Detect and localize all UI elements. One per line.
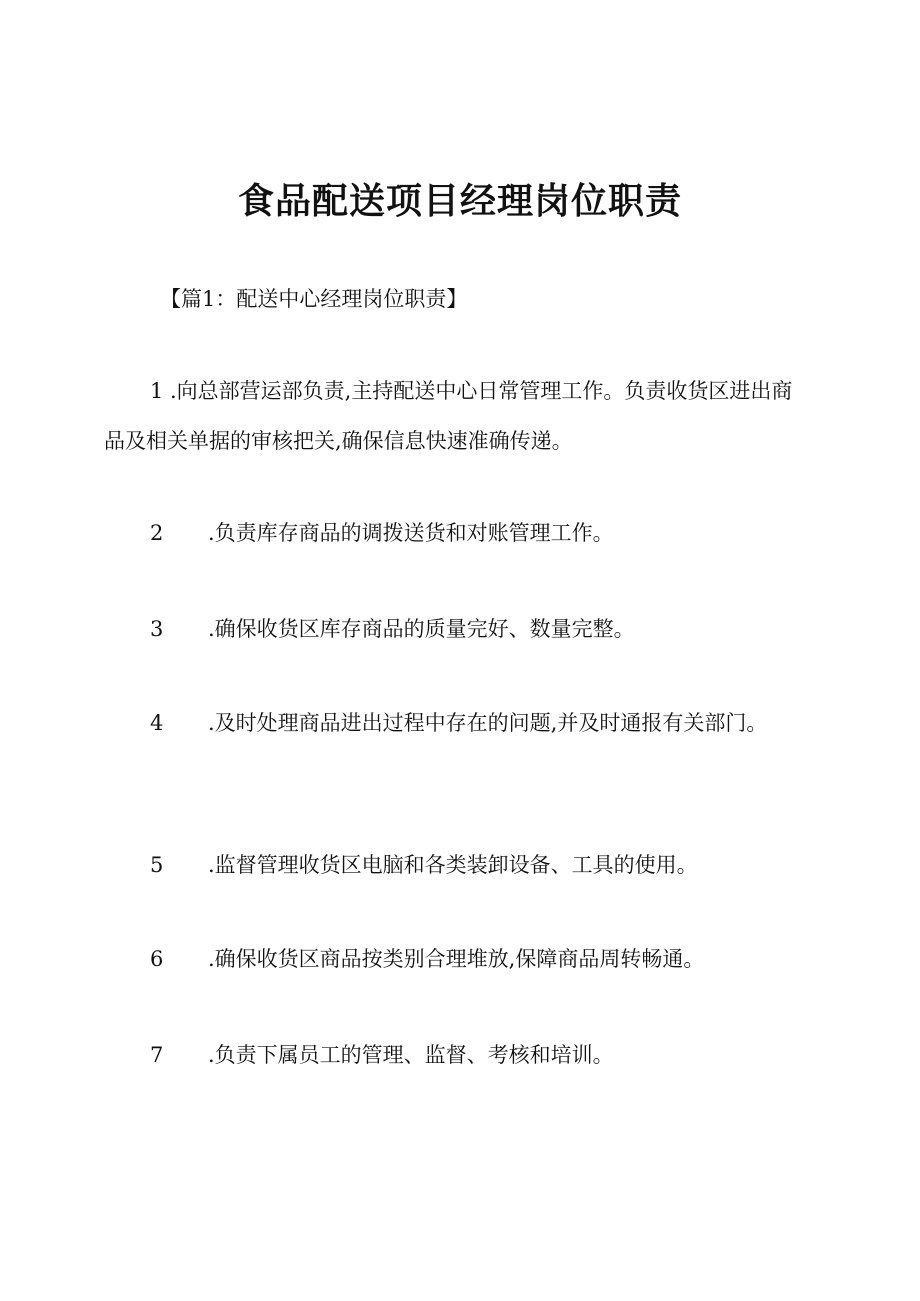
duty-item-number: 3 — [150, 617, 164, 641]
duty-item-7 — [104, 1030, 804, 1080]
duty-item-number: 7 — [150, 1043, 164, 1067]
document-title: 食品配送项目经理岗位职责 — [237, 181, 682, 222]
section-heading: 【篇1：配送中心经理岗位职责】 — [160, 287, 468, 311]
duty-item-number: 2 — [150, 521, 164, 545]
duty-item-text: .及时处理商品进出过程中存在的问题,并及时通报有关部门。 — [208, 711, 768, 735]
duty-item-text: .确保收货区库存商品的质量完好、数量完整。 — [208, 617, 635, 641]
duty-item-2 — [104, 508, 804, 558]
duty-item-1 — [104, 366, 804, 466]
duty-item-5 — [104, 840, 804, 890]
duty-item-6 — [104, 934, 804, 984]
duty-item-text: .负责库存商品的调拨送货和对账管理工作。 — [208, 521, 614, 545]
duty-item-text: .监督管理收货区电脑和各类装卸设备、工具的使用。 — [208, 853, 698, 877]
duty-item-number: 6 — [150, 947, 164, 971]
duty-item-number: 5 — [150, 853, 164, 877]
duty-item-4 — [104, 698, 804, 748]
duty-item-3 — [104, 604, 804, 654]
duty-item-text: .向总部营运部负责,主持配送中心日常管理工作。负责收货区进出商品及相关单据的审核把关,确保信息快速准确传递。 — [104, 379, 793, 453]
duty-item-text: .确保收货区商品按类别合理堆放,保障商品周转畅通。 — [208, 947, 705, 971]
duty-item-number: 4 — [150, 711, 164, 735]
duty-item-number: 1 — [150, 379, 164, 403]
duty-item-text: .负责下属员工的管理、监督、考核和培训。 — [208, 1043, 614, 1067]
